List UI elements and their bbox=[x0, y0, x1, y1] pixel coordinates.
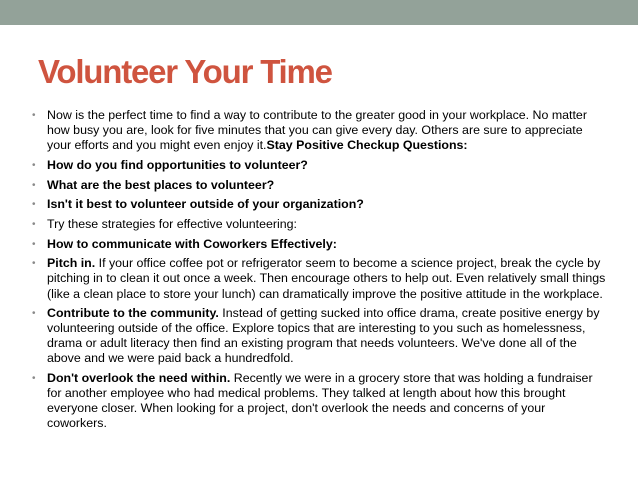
bullet-icon: • bbox=[32, 159, 36, 171]
bullet-icon: • bbox=[32, 238, 36, 250]
bullet-item bbox=[30, 158, 608, 173]
bullet-bold-text: What are the best places to volunteer? bbox=[47, 177, 275, 192]
bullet-icon: • bbox=[32, 258, 36, 270]
bullet-bold-text: Contribute to the community. bbox=[47, 306, 219, 321]
bullet-icon: • bbox=[32, 218, 36, 230]
bullet-bold-text: How to communicate with Coworkers Effectively: bbox=[47, 236, 337, 251]
bullet-item bbox=[30, 371, 608, 431]
bullet-bold-text: How do you find opportunities to volunteer? bbox=[47, 157, 308, 172]
bullet-icon: • bbox=[32, 308, 36, 320]
bullet-text: Recently we were in a grocery store that was holding a fundraiser for another employee who had medical problems. They talked at length about how this brought everyone closer. When looking for a project, don't overlook the needs and concerns of your coworkers. bbox=[47, 371, 593, 431]
bullet-bold-text: Pitch in. bbox=[47, 256, 96, 271]
bullet-icon: • bbox=[32, 179, 36, 191]
bullet-text: Now is the perfect time to find a way to contribute to the greater good in your workplace. No matter how busy you are, look for five minutes that you can give every day. Others are sure to appreciate your efforts and you might even enjoy it. bbox=[47, 108, 587, 153]
bullet-item bbox=[30, 197, 608, 212]
top-band bbox=[0, 0, 638, 25]
bullet-item bbox=[30, 217, 608, 232]
bullet-icon: • bbox=[32, 373, 36, 385]
bullet-item bbox=[30, 306, 608, 366]
bullet-icon: • bbox=[32, 199, 36, 211]
bullet-bold-text: Isn't it best to volunteer outside of your organization? bbox=[47, 197, 364, 212]
bullet-list bbox=[30, 108, 608, 436]
bullet-item bbox=[30, 108, 608, 153]
bullet-icon: • bbox=[32, 110, 36, 121]
bullet-item bbox=[30, 256, 608, 301]
slide-title: Volunteer Your Time bbox=[38, 53, 332, 90]
bullet-bold-text: Stay Positive Checkup Questions: bbox=[266, 138, 468, 153]
bullet-text: Try these strategies for effective volunteering: bbox=[47, 216, 298, 231]
bullet-bold-text: Don't overlook the need within. bbox=[47, 371, 231, 386]
bullet-item bbox=[30, 178, 608, 193]
bullet-text: Instead of getting sucked into office drama, create positive energy by volunteering outside of the office. Explore topics that are interesting to you such as homelessness, drama or adult literacy then find an existing program that needs volunteers. We've done all of the above and we were paid back a hundredfold. bbox=[47, 306, 600, 366]
bullet-text: If your office coffee pot or refrigerator seem to become a science project, break the cycle by pitching in to clean it out once a week. Then encourage others to help out. Even relatively small things (like a clean place to store your lunch) can dramatically improve the positive attitude in the workplace. bbox=[47, 256, 606, 301]
bullet-item bbox=[30, 237, 608, 252]
